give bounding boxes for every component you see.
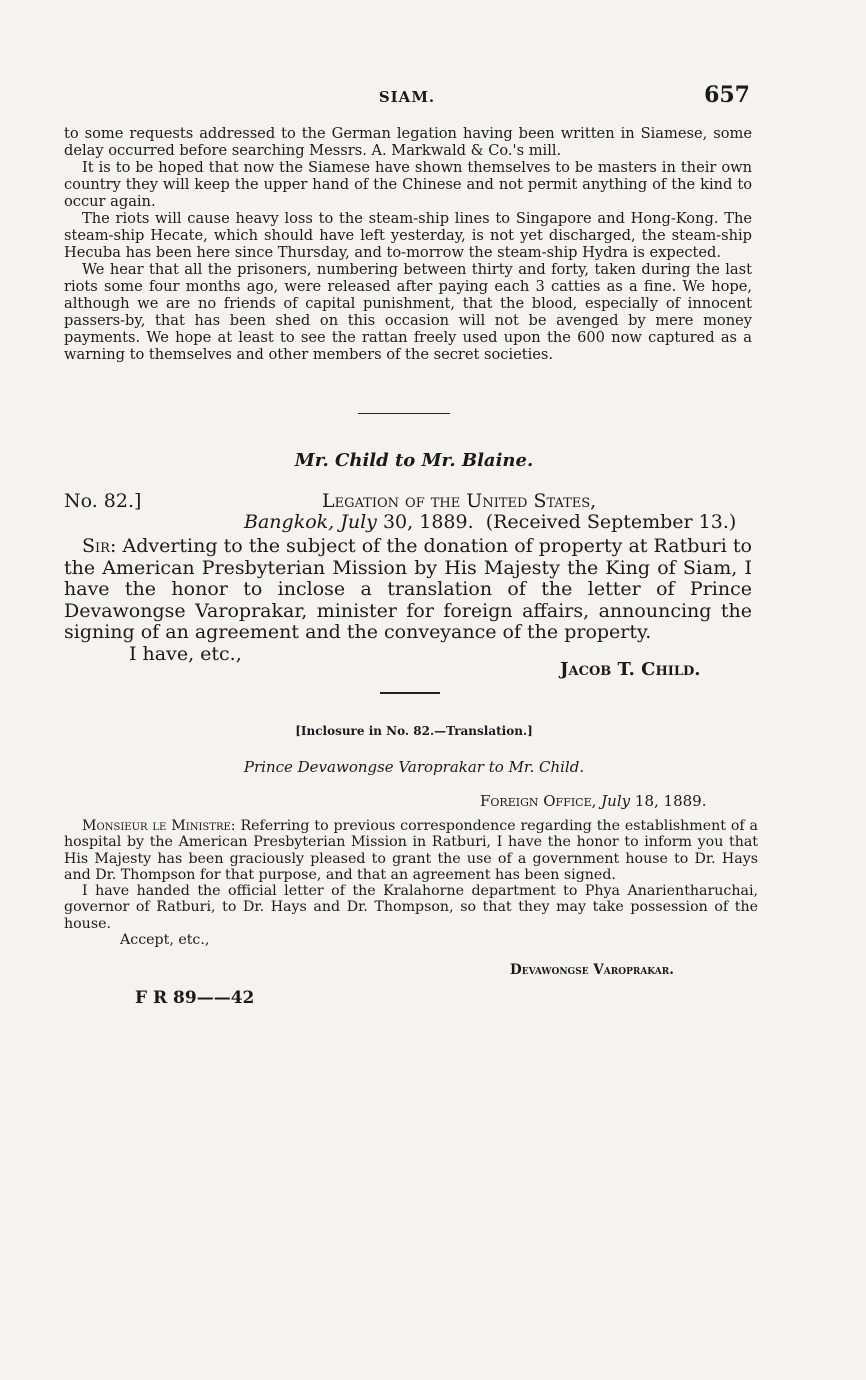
inclosure-body <box>64 818 758 948</box>
running-title: SIAM. <box>378 88 436 106</box>
inclosure-text: I have handed the official letter of the Kralahorne department to Phya Anarientharuchai, governor of Ratburi, to Dr. Hays and Dr. Thompson, so that they may take possession of the house. <box>64 883 758 932</box>
article-text <box>64 125 752 363</box>
inclosure-dateline <box>480 792 706 810</box>
inclosure-date: 18, 1889. <box>634 792 707 810</box>
letter-date-group <box>244 511 736 533</box>
running-head <box>64 82 750 110</box>
inclosure-office: Foreign Office, <box>480 792 597 810</box>
inclosure-note: [Inclosure in No. 82.—Translation.] <box>295 724 533 738</box>
letter-month: July <box>340 511 377 533</box>
letter-date: 30, 1889. <box>382 511 474 533</box>
inclosure-heading: Prince Devawongse Varoprakar to Mr. Child. <box>243 758 585 776</box>
article-paragraph: The riots will cause heavy loss to the steam-ship lines to Singapore and Hong-Kong. The steam-ship Hecate, which should have left yesterday, is not yet discharged, the steam-ship Hecuba has been here since Thursday, and to-morrow the steam-ship Hydra is expected. <box>64 210 752 261</box>
letter-salutation: Sir <box>82 535 110 557</box>
letter-number: No. 82.] <box>64 490 142 512</box>
printer-signature-mark: F R 89——42 <box>135 988 255 1008</box>
letter-heading: Mr. Child to Mr. Blaine. <box>294 450 534 471</box>
letter-place: Bangkok, <box>244 511 335 533</box>
letter-dateline <box>64 490 750 512</box>
letter-signature: Jacob T. Child. <box>560 659 701 680</box>
inclosure-text: : Referring to previous correspondence regarding the establishment of a hospital by the American Presbyterian Mission in Ratburi, I have the honor to inform you that His Majesty has been graciously pleased to grant the use of a government house to Dr. Hays and Dr. Thompson for that purpose, and that an agreement has been signed. <box>64 818 758 883</box>
letter-body <box>64 536 752 665</box>
page-number: 657 <box>704 82 750 108</box>
inclosure-signature: Devawongse Varoprakar. <box>510 962 674 978</box>
inclosure-month: July <box>601 792 631 810</box>
inclosure-closing: Accept, etc., <box>120 932 210 949</box>
article-paragraph: to some requests addressed to the German legation having been written in Siamese, some delay occurred before searching Messrs. A. Markwald & Co.'s mill. <box>64 125 752 159</box>
inclosure-salutation: Monsieur le Ministre <box>82 818 231 834</box>
received-date: (Received September 13.) <box>485 511 737 533</box>
section-divider <box>358 413 450 414</box>
article-paragraph: We hear that all the prisoners, numbering between thirty and forty, taken during the last riots some four months ago, were released after paying each 3 catties as a fine. We hope, although we are no friends of capital punishment, that the blood, especially of innocent passers-by, that has been shed on this occasion will not be avenged by mere money payments. We hope at least to see the rattan freely used upon the 600 now captured as a warning to themselves and other members of the secret societies. <box>64 261 752 363</box>
letter-text: : Adverting to the subject of the donation of property at Ratburi to the American Presbyterian Mission by His Majesty the King of Siam, I have the honor to inclose a translation of the letter of Prince Devawongse Varoprakar, minister for foreign affairs, announcing the signing of an agreement and the conveyance of the property. <box>64 535 752 643</box>
letter-closing: I have, etc., <box>129 642 242 665</box>
article-paragraph: It is to be hoped that now the Siamese have shown themselves to be masters in their own country they will keep the upper hand of the Chinese and not permit anything of the kind to occur again. <box>64 159 752 210</box>
letter-origin: Legation of the United States, <box>322 490 597 512</box>
section-divider <box>380 692 440 694</box>
